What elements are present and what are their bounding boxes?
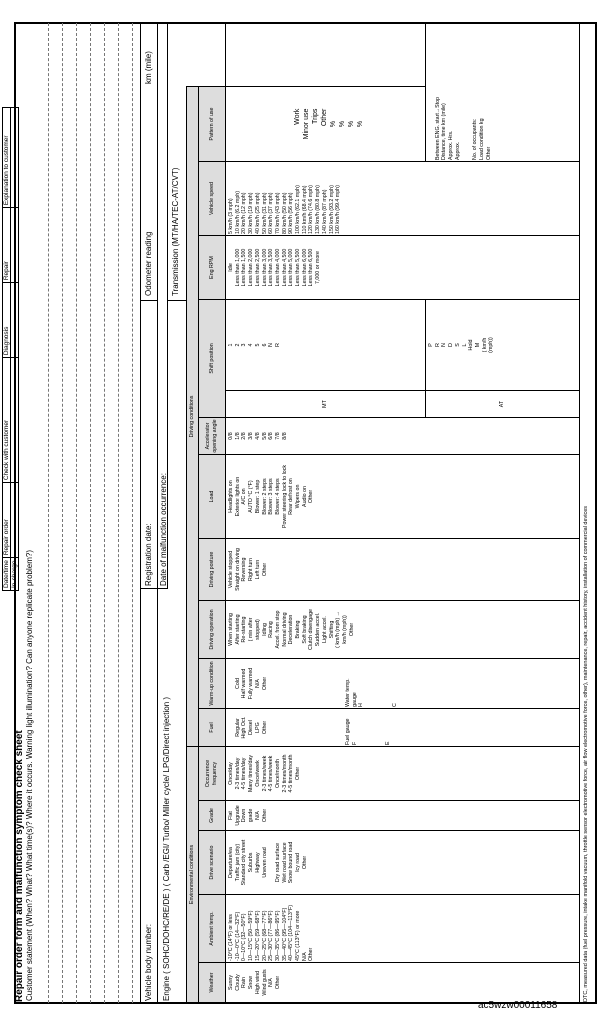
col-driving-posture: Driving posture xyxy=(199,539,226,601)
header-repair-order: Repair order xyxy=(3,483,11,558)
col-driving-operation: Driving operation xyxy=(199,601,226,659)
odometer-unit: km (mile) xyxy=(144,51,153,84)
figure-code: ac5wzw00011658 xyxy=(478,1000,558,1011)
cell-load: Headlights on Exterior lights on A/C on AUTO °C (°F) Blower: 1 step Blower: 2 steps Blower: 3 steps Blower: 4 steps Power steering lock to lock Rear defrost on Wipers on Audio on Other xyxy=(226,455,580,539)
header-date-time: Date/time xyxy=(3,558,11,591)
cell-occurrence-frequency: Once/day 2-3 times/day 4-5 times/day Many times/day Once/week 2-3 times/week 4-5 times/week Once/month 2-3 times/month 4-5 times/month Other xyxy=(226,747,580,801)
col-load: Load xyxy=(199,455,226,539)
vehicle-body-number-label: Vehicle body number: xyxy=(144,924,153,1001)
cell-grade: Flat Upgrade Down grade N/A Other xyxy=(226,801,580,831)
cell-pattern-blank xyxy=(226,24,426,87)
fuel-options: Regular High Oct. Diesel LPG Other xyxy=(234,716,268,739)
col-ambient-temp: Ambient temp. xyxy=(199,895,226,963)
page-title: Repair order form and malfunction symptom check sheet xyxy=(14,730,25,1002)
header-diagnosis: Diagnosis xyxy=(3,283,11,358)
water-temp-gauge: Water temp. gauge H C xyxy=(344,678,398,707)
cell-warmup xyxy=(226,659,580,709)
divider xyxy=(157,23,158,1003)
odometer-reading-label: Odometer reading xyxy=(144,231,153,296)
entry-line xyxy=(90,23,91,1003)
col-accel-opening: Accelerator opening angle xyxy=(199,418,226,455)
conditions-table xyxy=(186,23,580,1003)
divider xyxy=(167,23,168,589)
col-vehicle-speed: Vehicle speed xyxy=(199,162,226,236)
pattern-work-labels: Work Minor use Trips Other xyxy=(293,108,328,140)
entry-line xyxy=(76,23,77,1003)
col-eng-rpm: Eng RPM xyxy=(199,236,226,300)
cell-shift-mt-gears: 1 2 3 4 5 6 N R xyxy=(226,300,426,391)
pattern-bottom: No. of occupants: Load condition kg Other xyxy=(472,118,492,160)
fuel-gauge: Fuel gauge F E xyxy=(344,718,392,745)
cell-shift-at-gears: P R N D S L Hold M ( km/h (mph)) xyxy=(426,300,580,391)
col-pattern-of-use: Pattern of use xyxy=(199,87,226,162)
cell-ambient-temp: -10°C (14°F) or less -10—0°C (14—32°F) 0—10°C (32—50°F) 10—15°C (50—59°F) 15—20°C (59—68°F) 20—25°C (68—77°F) 25—30°C (77—86°F) 30—35°C (86—95°F) 35—40°C (95—104°F) 40—45°C (104—113°F) 45°C (113°F) or more N/A Other xyxy=(226,895,580,963)
cell-pattern-lower xyxy=(426,24,580,162)
date-of-malfunction-label: Date of malfunction occurrence: xyxy=(159,473,168,586)
col-fuel: Fuel xyxy=(199,709,226,747)
cell-driving-operation: When starting After starting Re-starting ( min after stopped) Idling Racing Accel. from stop Normal driving Deceleration Braking Soft braking Clutch disengage Sudden accel. Light accel. Shifting ( km/h (mph) → km/h (mph)) Other xyxy=(226,601,580,659)
pattern-percent: % % % % xyxy=(329,120,364,128)
col-grade: Grade xyxy=(199,801,226,831)
transmission-label: Transmission (MT/HA/TEC-AT/CVT) xyxy=(171,167,180,296)
entry-line xyxy=(48,23,49,1003)
entry-line xyxy=(132,23,133,1003)
col-drive-scenario: Drive scenario xyxy=(199,831,226,895)
driving-conditions-header: Driving conditions xyxy=(187,87,199,747)
col-weather: Weather xyxy=(199,963,226,1003)
cell-fuel xyxy=(226,709,580,747)
pattern-lower: Between ENG. start→Stop Distance, time km (mile) Approx. Hrs. Approx. xyxy=(434,96,461,160)
col-warmup: Warm-up condition xyxy=(199,659,226,709)
environmental-conditions-header: Environmental conditions xyxy=(187,747,199,1003)
cell-shift-mt-label: MT xyxy=(226,391,426,418)
col-shift-position: Shift position xyxy=(199,300,226,418)
divider xyxy=(140,23,141,1003)
entry-line xyxy=(104,23,105,1003)
divider xyxy=(140,588,167,589)
registration-date-label: Registration date: xyxy=(144,523,153,586)
col-occurrence-frequency: Occurrence frequency xyxy=(199,747,226,801)
cell-weather: Sunny Cloudy Rain Snow High wind Wind gusts N/A Other xyxy=(226,963,580,1003)
cell-eng-rpm: Idle Less than 1,000 Less than 1,500 Less than 2,000 Less than 2,500 Less than 3,000 Less than 3,500 Less than 4,000 Less than 4,500 Less than 5,000 Less than 5,500 Less than 6,000 Less than 6,500 7,000 or more xyxy=(226,236,580,300)
header-in-charge: In-charge xyxy=(11,558,19,591)
header-explanation: Explanation to customer xyxy=(3,108,11,208)
entry-line xyxy=(62,23,63,1003)
cell-driving-posture: Vehicle stopped Straight on driving Reversing Right turn Left turn Other xyxy=(226,539,580,601)
header-repair: Repair xyxy=(3,208,11,283)
cell-accel-opening: 0/8 1/8 2/8 3/8 4/8 5/8 6/8 7/8 8/8 xyxy=(226,418,580,455)
cell-drive-scenario: Departure/ea Traffic jam (city) Standard city street Suburbs Highway Uneven road Dry road surface Wet road surface Snow bound road Icy road Other xyxy=(226,831,580,895)
customer-statement-label: Customer statement (When? What? What time(s)? Where it occurs. Warning light illumination? Can anyone replicate problem?) xyxy=(25,550,34,1001)
cell-vehicle-speed: 5 km/h (3 mph) 10 km/h (6.2 mph) 20 km/h (12 mph) 30 km/h (19 mph) 40 km/h (25 mph) 50 km/h (31 mph) 60 km/h (37 mph) 70 km/h (43 mph) 80 km/h (50 mph) 90 km/h (56 mph) 100 km/h (62.1 mph) 110 km/h (68.4 mph) 120 km/h (74.6 mph) 130 km/h (80.8 mph) 140 km/h (87 mph) 150 km/h (93.2 mph) 160 km/h (99.4 mph) xyxy=(226,162,580,236)
cell-shift-at-label: AT xyxy=(426,391,580,418)
cell-pattern-work xyxy=(226,87,426,162)
divider xyxy=(140,300,157,301)
warmup-options: Cold Half warmed Fully warmed N/A Other xyxy=(234,667,268,700)
entry-line xyxy=(118,23,119,1003)
divider xyxy=(167,300,186,301)
header-check-with-customer: Check with customer xyxy=(3,358,11,483)
engine-line: Engine ( SOHC/DOHC/RE/DE ) ( Carb /EGI/ Turbo/ Miller cycle/ LPG/Direct injection ) xyxy=(162,696,171,1001)
dtc-note: DTC, measured data (fuel pressure, intake manifold vacuum, throttle sensor electromotive force, air flow electromotive force, other), maintenance, repair, accident history, installation of commercial devices xyxy=(583,505,589,1002)
